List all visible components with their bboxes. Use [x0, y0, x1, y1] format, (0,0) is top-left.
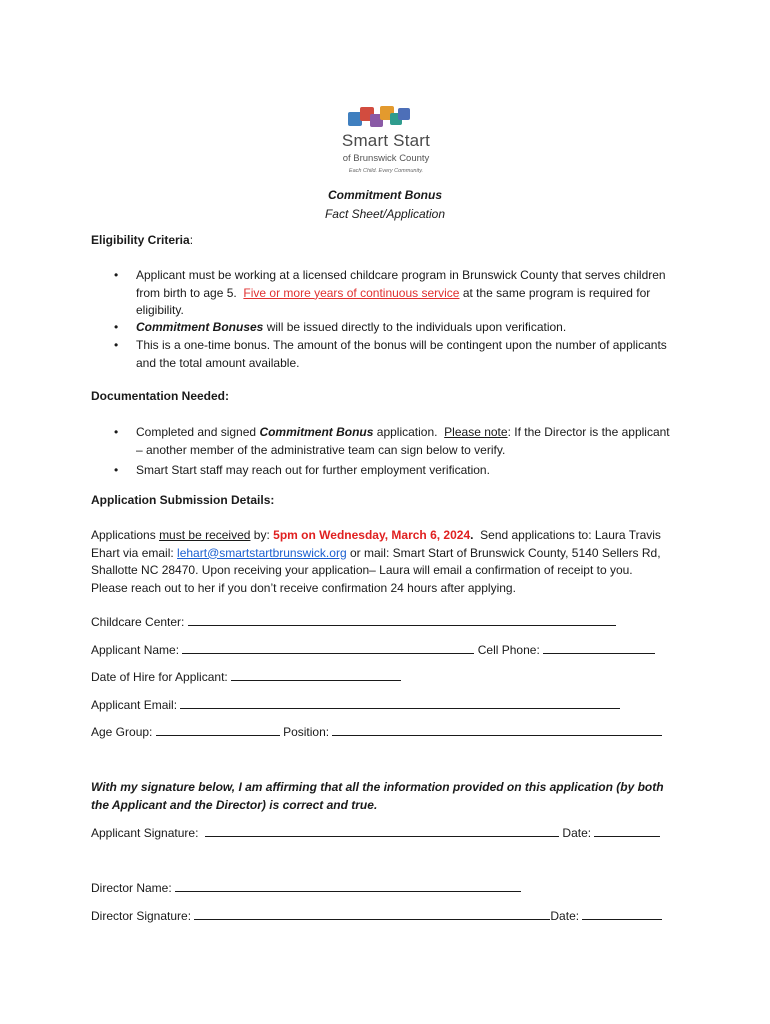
logo-squares-icon [348, 104, 412, 130]
title-line-1: Commitment Bonus [328, 188, 442, 202]
logo-tagline: Each Child. Every Community. [348, 168, 424, 174]
bullet-icon: • [114, 338, 119, 352]
date-line-2[interactable] [582, 907, 662, 920]
position-line[interactable] [332, 723, 662, 736]
date-line-1[interactable] [594, 824, 660, 837]
eligibility-item-3: This is a one-time bonus. The amount of the bonus will be contingent upon the number of applicants and the total amount available. [136, 338, 667, 370]
logo-subtitle: of Brunswick County [342, 153, 430, 164]
cell-phone-line[interactable] [543, 641, 655, 654]
director-signature-field: Director Signature: Date: [91, 907, 662, 926]
submission-heading: Application Submission Details: [91, 493, 275, 507]
documentation-item-1: Completed and signed Commitment Bonus application. Please note: If the Director is the applicant – another member of the administrative team can sign below to verify. [136, 425, 670, 457]
eligibility-heading: Eligibility Criteria: [91, 233, 194, 247]
applicant-name-line[interactable] [182, 641, 474, 654]
applicant-signature-line[interactable] [205, 824, 559, 837]
director-name-line[interactable] [175, 879, 521, 892]
childcare-center-line[interactable] [188, 613, 616, 626]
bullet-icon: • [114, 268, 119, 282]
email-link[interactable]: lehart@smartstartbrunswick.org [177, 545, 347, 560]
affirmation-statement: With my signature below, I am affirming that all the information provided on this application (by both the Applicant and the Director) is correct and true. [91, 780, 664, 812]
applicant-name-field: Applicant Name: Cell Phone: [91, 641, 655, 660]
deadline: 5pm on Wednesday, March 6, 2024 [273, 528, 471, 542]
applicant-email-line[interactable] [180, 696, 620, 709]
director-name-field: Director Name: [91, 879, 521, 898]
applicant-email-field: Applicant Email: [91, 696, 620, 715]
document-title [0, 186, 770, 224]
documentation-heading: Documentation Needed: [91, 389, 230, 403]
submission-paragraph: Applications must be received by: 5pm on Wednesday, March 6, 2024. Send applications to: Laura Travis Ehart via email: lehart@smartstartbrunswick.org or mail: Smart Start of Brunswick County, 5140 Sellers Rd, Shallotte NC 28470. Upon receiving your application– Laura will email a confirmation of receipt to you. Please reach out to her if you don’t receive confirmation 24 hours after applying. [91, 528, 661, 595]
eligibility-item-1: Applicant must be working at a licensed childcare program in Brunswick County that serves children from birth to age 5. Five or more years of continuous service at the same program is required for eligibility. [136, 268, 666, 317]
bullet-icon: • [114, 463, 119, 477]
date-of-hire-field: Date of Hire for Applicant: [91, 668, 401, 687]
eligibility-item-2: Commitment Bonuses will be issued directly to the individuals upon verification. [136, 320, 567, 334]
smart-start-logo [330, 104, 440, 182]
continuous-service-highlight: Five or more years of continuous service [243, 285, 460, 300]
age-group-field: Age Group: Position: [91, 723, 662, 742]
documentation-item-2: Smart Start staff may reach out for further employment verification. [136, 463, 490, 477]
title-line-2: Fact Sheet/Application [324, 207, 446, 221]
date-of-hire-line[interactable] [231, 668, 401, 681]
bullet-icon: • [114, 425, 119, 439]
logo-name: Smart Start [341, 131, 431, 150]
childcare-center-field: Childcare Center: [91, 613, 616, 632]
applicant-signature-field: Applicant Signature: Date: [91, 824, 660, 843]
director-signature-line[interactable] [194, 907, 550, 920]
age-group-line[interactable] [156, 723, 280, 736]
bullet-icon: • [114, 320, 119, 334]
